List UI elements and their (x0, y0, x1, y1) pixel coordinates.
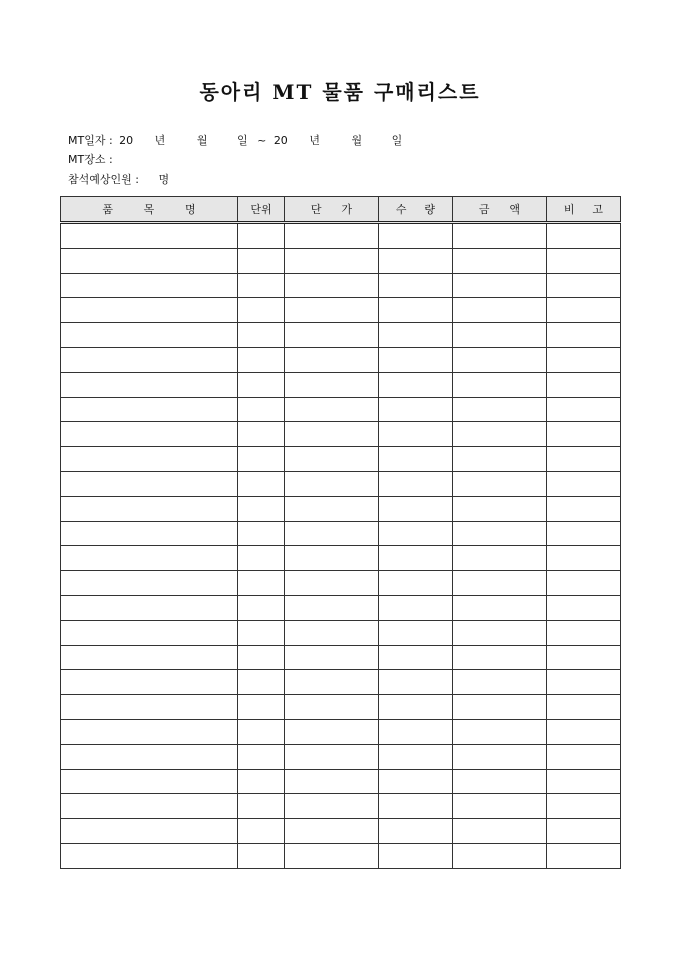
cell-unit-price[interactable] (285, 397, 379, 422)
cell-unit[interactable] (238, 794, 285, 819)
cell-unit-price[interactable] (285, 521, 379, 546)
cell-amount[interactable] (453, 670, 547, 695)
table-row (61, 620, 621, 645)
cell-quantity[interactable] (379, 571, 453, 596)
table-row (61, 223, 621, 249)
cell-quantity[interactable] (379, 719, 453, 744)
cell-item-name[interactable] (61, 819, 238, 844)
cell-unit[interactable] (238, 695, 285, 720)
mt-place-line (68, 153, 113, 167)
header-quantity-char-2: 량 (424, 203, 436, 216)
cell-amount[interactable] (453, 298, 547, 323)
cell-note[interactable] (547, 273, 621, 298)
header-quantity-char-1: 수 (395, 203, 407, 216)
table-row (61, 819, 621, 844)
cell-quantity[interactable] (379, 471, 453, 496)
cell-amount[interactable] (453, 248, 547, 273)
header-unit-label: 단위 (250, 203, 272, 216)
cell-unit[interactable] (238, 670, 285, 695)
cell-unit-price[interactable] (285, 223, 379, 249)
cell-note[interactable] (547, 496, 621, 521)
cell-unit-price[interactable] (285, 422, 379, 447)
cell-unit-price[interactable] (285, 719, 379, 744)
cell-quantity[interactable] (379, 645, 453, 670)
cell-unit-price[interactable] (285, 471, 379, 496)
table-row (61, 571, 621, 596)
cell-unit-price[interactable] (285, 273, 379, 298)
cell-item-name[interactable] (61, 620, 238, 645)
table-row (61, 248, 621, 273)
cell-item-name[interactable] (61, 670, 238, 695)
cell-unit[interactable] (238, 744, 285, 769)
cell-unit[interactable] (238, 546, 285, 571)
cell-unit-price[interactable] (285, 769, 379, 794)
cell-note[interactable] (547, 372, 621, 397)
cell-unit-price[interactable] (285, 670, 379, 695)
cell-quantity[interactable] (379, 397, 453, 422)
cell-unit[interactable] (238, 521, 285, 546)
cell-note[interactable] (547, 347, 621, 372)
date-year-unit-end: 년 (309, 134, 320, 147)
header-item-name-char-1: 품 (102, 203, 113, 216)
header-note-char-2: 고 (592, 203, 604, 216)
cell-item-name[interactable] (61, 223, 238, 249)
cell-unit-price[interactable] (285, 323, 379, 348)
date-range-tilde: ~ (257, 134, 267, 147)
cell-note[interactable] (547, 769, 621, 794)
cell-unit[interactable] (238, 571, 285, 596)
cell-amount[interactable] (453, 372, 547, 397)
cell-note[interactable] (547, 819, 621, 844)
cell-quantity[interactable] (379, 447, 453, 472)
cell-item-name[interactable] (61, 471, 238, 496)
cell-note[interactable] (547, 521, 621, 546)
table-row (61, 471, 621, 496)
cell-quantity[interactable] (379, 843, 453, 868)
cell-quantity[interactable] (379, 521, 453, 546)
table-row (61, 843, 621, 868)
cell-note[interactable] (547, 248, 621, 273)
cell-unit[interactable] (238, 645, 285, 670)
date-year-prefix-start: 20 (119, 134, 134, 147)
cell-note[interactable] (547, 397, 621, 422)
cell-unit-price[interactable] (285, 571, 379, 596)
header-unit-price (285, 197, 379, 223)
cell-amount[interactable] (453, 843, 547, 868)
date-month-unit-start: 월 (196, 134, 208, 147)
header-item-name-char-3: 명 (185, 203, 196, 216)
cell-item-name[interactable] (61, 695, 238, 720)
table-row (61, 397, 621, 422)
table-row (61, 372, 621, 397)
mt-date-line (68, 134, 402, 148)
cell-unit-price[interactable] (285, 794, 379, 819)
date-month-unit-end: 월 (351, 134, 363, 147)
table-row (61, 521, 621, 546)
cell-note[interactable] (547, 298, 621, 323)
cell-unit-price[interactable] (285, 843, 379, 868)
cell-note[interactable] (547, 595, 621, 620)
cell-quantity[interactable] (379, 223, 453, 249)
table-row (61, 769, 621, 794)
cell-amount[interactable] (453, 744, 547, 769)
header-item-name-char-2: 목 (143, 203, 155, 216)
cell-amount[interactable] (453, 719, 547, 744)
table-row (61, 546, 621, 571)
cell-unit[interactable] (238, 422, 285, 447)
cell-item-name[interactable] (61, 298, 238, 323)
table-row (61, 794, 621, 819)
cell-unit[interactable] (238, 620, 285, 645)
cell-unit[interactable] (238, 323, 285, 348)
cell-amount[interactable] (453, 695, 547, 720)
header-note (547, 197, 621, 223)
cell-item-name[interactable] (61, 273, 238, 298)
cell-amount[interactable] (453, 521, 547, 546)
cell-note[interactable] (547, 645, 621, 670)
cell-unit-price[interactable] (285, 447, 379, 472)
cell-note[interactable] (547, 695, 621, 720)
cell-amount[interactable] (453, 397, 547, 422)
cell-item-name[interactable] (61, 496, 238, 521)
cell-item-name[interactable] (61, 248, 238, 273)
cell-unit-price[interactable] (285, 496, 379, 521)
cell-quantity[interactable] (379, 794, 453, 819)
table-body (61, 223, 621, 869)
cell-unit-price[interactable] (285, 695, 379, 720)
table-row (61, 645, 621, 670)
header-unit-price-char-2: 가 (341, 203, 353, 216)
attendees-label: 참석예상인원 : (68, 173, 139, 186)
table-row (61, 298, 621, 323)
date-year-prefix-end: 20 (273, 134, 288, 147)
cell-amount[interactable] (453, 819, 547, 844)
header-amount-char-1: 금 (478, 203, 490, 216)
cell-item-name[interactable] (61, 521, 238, 546)
cell-amount[interactable] (453, 571, 547, 596)
cell-unit-price[interactable] (285, 819, 379, 844)
cell-amount[interactable] (453, 323, 547, 348)
cell-quantity[interactable] (379, 422, 453, 447)
table-header-row (61, 197, 621, 223)
cell-amount[interactable] (453, 223, 547, 249)
cell-note[interactable] (547, 744, 621, 769)
cell-amount[interactable] (453, 447, 547, 472)
cell-unit[interactable] (238, 397, 285, 422)
cell-unit[interactable] (238, 819, 285, 844)
cell-note[interactable] (547, 223, 621, 249)
cell-quantity[interactable] (379, 546, 453, 571)
cell-unit-price[interactable] (285, 645, 379, 670)
cell-note[interactable] (547, 323, 621, 348)
cell-quantity[interactable] (379, 496, 453, 521)
cell-amount[interactable] (453, 645, 547, 670)
date-day-unit-start: 일 (236, 134, 248, 147)
mt-date-label: MT일자 : (68, 134, 113, 147)
date-year-unit-start: 년 (154, 134, 166, 147)
cell-unit-price[interactable] (285, 595, 379, 620)
cell-amount[interactable] (453, 422, 547, 447)
cell-note[interactable] (547, 620, 621, 645)
cell-amount[interactable] (453, 546, 547, 571)
cell-quantity[interactable] (379, 248, 453, 273)
cell-item-name[interactable] (61, 595, 238, 620)
cell-item-name[interactable] (61, 546, 238, 571)
header-amount (453, 197, 547, 223)
cell-amount[interactable] (453, 769, 547, 794)
header-note-char-1: 비 (563, 203, 575, 216)
cell-item-name[interactable] (61, 571, 238, 596)
table-row (61, 719, 621, 744)
cell-note[interactable] (547, 447, 621, 472)
cell-item-name[interactable] (61, 347, 238, 372)
cell-amount[interactable] (453, 347, 547, 372)
cell-item-name[interactable] (61, 323, 238, 348)
cell-unit-price[interactable] (285, 298, 379, 323)
cell-quantity[interactable] (379, 372, 453, 397)
cell-note[interactable] (547, 571, 621, 596)
cell-item-name[interactable] (61, 447, 238, 472)
date-day-unit-end: 일 (391, 134, 403, 147)
cell-item-name[interactable] (61, 843, 238, 868)
table-row (61, 595, 621, 620)
header-unit (238, 197, 285, 223)
cell-quantity[interactable] (379, 819, 453, 844)
cell-unit[interactable] (238, 223, 285, 249)
table-row (61, 695, 621, 720)
header-item-name (61, 197, 238, 223)
cell-quantity[interactable] (379, 298, 453, 323)
table-row (61, 273, 621, 298)
cell-item-name[interactable] (61, 794, 238, 819)
purchase-list-table (60, 196, 621, 869)
cell-unit[interactable] (238, 496, 285, 521)
cell-unit[interactable] (238, 248, 285, 273)
cell-amount[interactable] (453, 273, 547, 298)
cell-unit-price[interactable] (285, 620, 379, 645)
cell-unit[interactable] (238, 719, 285, 744)
mt-place-label: MT장소 : (68, 153, 113, 166)
cell-unit-price[interactable] (285, 546, 379, 571)
cell-quantity[interactable] (379, 347, 453, 372)
cell-unit[interactable] (238, 372, 285, 397)
cell-note[interactable] (547, 719, 621, 744)
cell-unit[interactable] (238, 347, 285, 372)
table-row (61, 744, 621, 769)
cell-unit[interactable] (238, 273, 285, 298)
cell-amount[interactable] (453, 595, 547, 620)
cell-unit[interactable] (238, 843, 285, 868)
cell-item-name[interactable] (61, 719, 238, 744)
header-quantity (379, 197, 453, 223)
cell-unit-price[interactable] (285, 347, 379, 372)
table-row (61, 496, 621, 521)
table-row (61, 670, 621, 695)
cell-item-name[interactable] (61, 744, 238, 769)
cell-note[interactable] (547, 794, 621, 819)
cell-item-name[interactable] (61, 645, 238, 670)
cell-unit[interactable] (238, 447, 285, 472)
table-row (61, 347, 621, 372)
cell-unit-price[interactable] (285, 744, 379, 769)
cell-note[interactable] (547, 471, 621, 496)
cell-note[interactable] (547, 843, 621, 868)
cell-amount[interactable] (453, 496, 547, 521)
header-unit-price-char-1: 단 (310, 203, 322, 216)
cell-quantity[interactable] (379, 670, 453, 695)
cell-item-name[interactable] (61, 397, 238, 422)
cell-unit[interactable] (238, 471, 285, 496)
cell-quantity[interactable] (379, 695, 453, 720)
cell-unit[interactable] (238, 595, 285, 620)
cell-item-name[interactable] (61, 422, 238, 447)
attendees-unit: 명 (158, 173, 170, 186)
cell-amount[interactable] (453, 794, 547, 819)
cell-amount[interactable] (453, 471, 547, 496)
cell-unit-price[interactable] (285, 248, 379, 273)
attendees-line (68, 173, 169, 187)
cell-note[interactable] (547, 670, 621, 695)
cell-amount[interactable] (453, 620, 547, 645)
cell-quantity[interactable] (379, 595, 453, 620)
cell-quantity[interactable] (379, 769, 453, 794)
cell-quantity[interactable] (379, 273, 453, 298)
cell-note[interactable] (547, 546, 621, 571)
cell-unit[interactable] (238, 298, 285, 323)
cell-quantity[interactable] (379, 620, 453, 645)
cell-quantity[interactable] (379, 744, 453, 769)
cell-unit[interactable] (238, 769, 285, 794)
table-row (61, 323, 621, 348)
cell-item-name[interactable] (61, 769, 238, 794)
cell-item-name[interactable] (61, 372, 238, 397)
cell-quantity[interactable] (379, 323, 453, 348)
document-title: 동아리 MT 물품 구매리스트 (199, 80, 481, 104)
cell-unit-price[interactable] (285, 372, 379, 397)
table-row (61, 447, 621, 472)
header-amount-char-2: 액 (509, 203, 521, 216)
table-row (61, 422, 621, 447)
cell-note[interactable] (547, 422, 621, 447)
